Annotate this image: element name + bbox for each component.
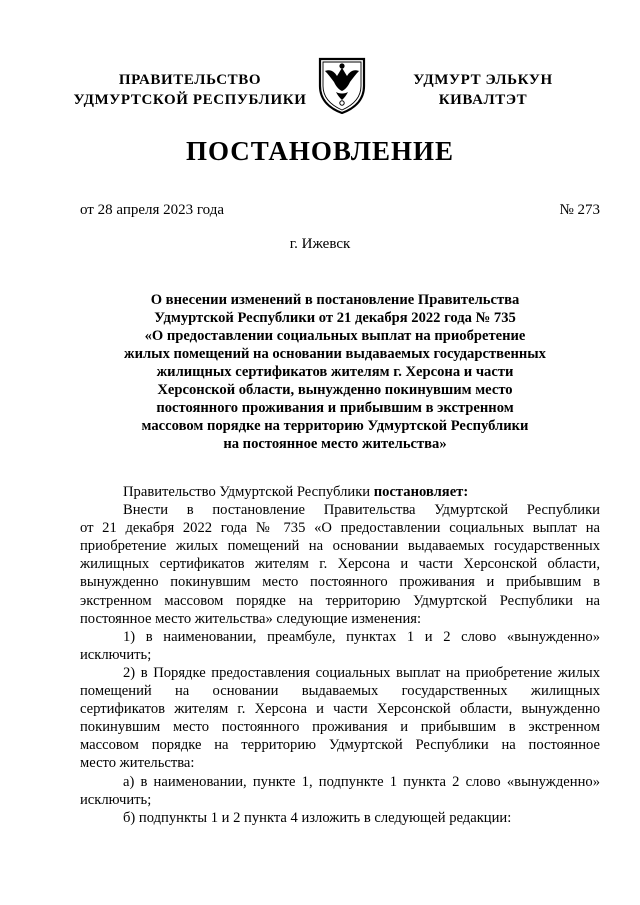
- body-line: а) в наименовании, пункте 1, подпункте 1 пункта 2 слово «вынужденно»: [123, 773, 600, 790]
- subject-line: жилых помещений на основании выдаваемых государственных: [124, 346, 546, 362]
- intro-line: [80, 483, 600, 501]
- body-line: экстренном массовом порядке на территорию Удмуртской Республики на: [80, 592, 600, 609]
- header-right-line-1: УДМУРТ ЭЛЬКУН: [413, 72, 553, 88]
- body-line: вынужденно покинувшим место постоянного проживания и прибывшим в: [80, 574, 600, 591]
- document-subject: [100, 291, 570, 453]
- body-line: жилищных сертификатов жителям г. Херсона и части Херсонской области,: [80, 556, 600, 573]
- document-number: № 273: [559, 202, 600, 218]
- header-left-line-2: УДМУРТСКОЙ РЕСПУБЛИКИ: [73, 92, 307, 108]
- subject-line: Удмуртской Республики от 21 декабря 2022 года № 735: [154, 310, 516, 326]
- document-body: [80, 483, 600, 827]
- document-date: от 28 апреля 2023 года: [80, 202, 225, 218]
- intro-text: Правительство Удмуртской Республики: [123, 484, 374, 500]
- body-line: Внести в постановление Правительства Удмуртской Республики: [123, 502, 600, 519]
- header-left: [70, 70, 310, 110]
- body-line: исключить;: [80, 791, 152, 808]
- subject-line: на постоянное место жительства»: [223, 436, 447, 452]
- body-line: покинувшим место постоянного проживания и прибывшим в экстренном: [80, 719, 600, 736]
- body-line: от 21 декабря 2022 года № 735 «О предоставлении социальных выплат на: [80, 520, 600, 537]
- document-city: г. Ижевск: [289, 236, 351, 252]
- body-line: 2) в Порядке предоставления социальных выплат на приобретение жилых: [123, 664, 600, 681]
- subject-line: О внесении изменений в постановление Правительства: [150, 292, 520, 308]
- header-right: [388, 70, 578, 110]
- body-line: массовом порядке на территорию Удмуртской Республики на постоянное: [80, 737, 600, 754]
- body-line: место жительства:: [80, 755, 195, 772]
- subject-line: постоянного проживания и прибывшим в экстренном: [156, 400, 514, 416]
- body-line: 1) в наименовании, преамбуле, пунктах 1 и 2 слово «вынужденно»: [123, 628, 600, 645]
- body-line: б) подпункты 1 и 2 пункта 4 изложить в следующей редакции:: [123, 809, 512, 826]
- subject-line: массовом порядке на территорию Удмуртской Республики: [141, 418, 529, 434]
- body-line: постоянное место жительства» следующие изменения:: [80, 610, 422, 627]
- document-title: ПОСТАНОВЛЕНИЕ: [185, 136, 455, 166]
- coat-of-arms-icon: [316, 56, 368, 114]
- body-line: исключить;: [80, 646, 152, 663]
- header-left-line-1: ПРАВИТЕЛЬСТВО: [118, 72, 262, 88]
- subject-line: Херсонской области, вынужденно покинувшим место: [157, 382, 513, 398]
- body-line: помещений на основании выдаваемых государственных жилищных: [80, 683, 600, 700]
- body-line: приобретение жилых помещений на основании выдаваемых государственных: [80, 538, 600, 555]
- intro-bold: постановляет:: [373, 484, 469, 500]
- header-right-line-2: КИВАЛТЭТ: [438, 92, 528, 108]
- body-line: сертификатов жителям г. Херсона и части Херсонской области, вынужденно: [80, 701, 600, 718]
- subject-line: «О предоставлении социальных выплат на приобретение: [144, 328, 526, 344]
- subject-line: жилищных сертификатов жителям г. Херсона и части: [156, 364, 514, 380]
